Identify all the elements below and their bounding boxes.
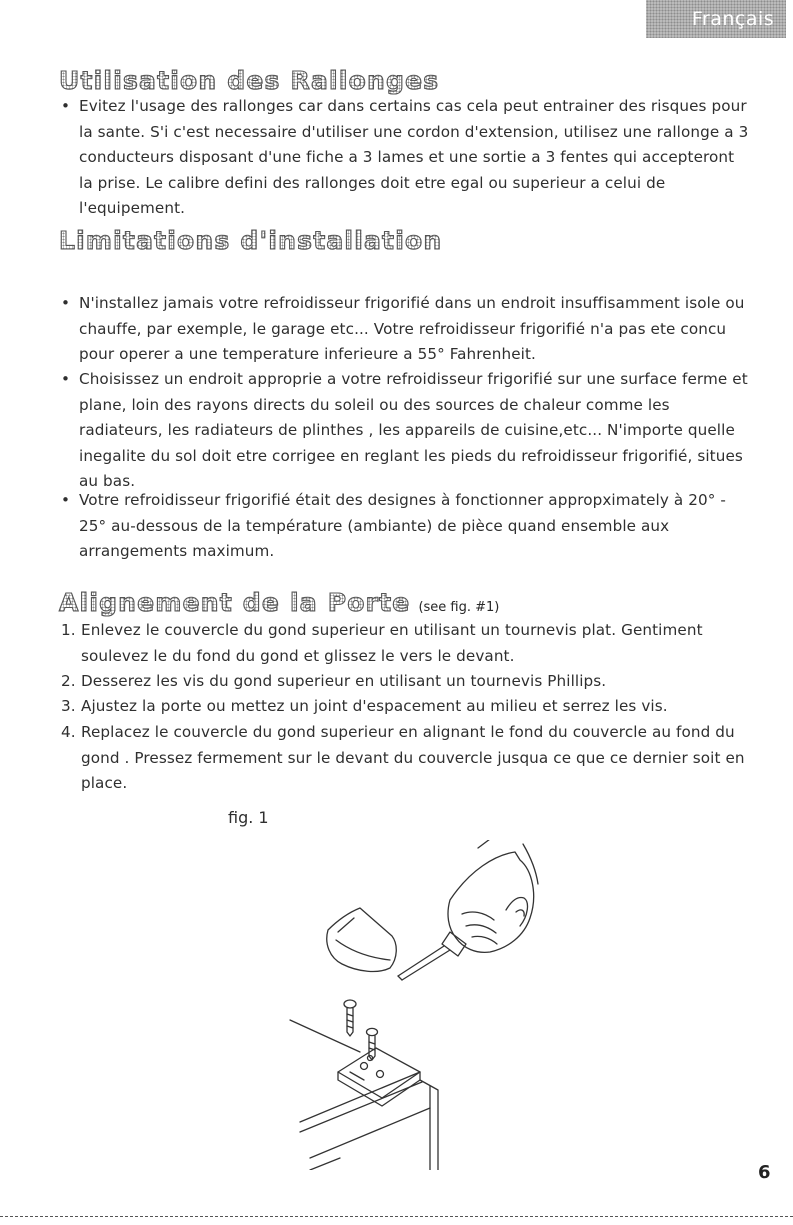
screw-icon <box>367 1028 378 1060</box>
bullet-icon: • <box>61 491 71 509</box>
screw-icon <box>344 1000 356 1036</box>
figure-caption: fig. 1 <box>228 808 269 827</box>
list-item: • N'installez jamais votre refroidisseur frigorifié dans un endroit insuffisamment isole ou chauffe, par exemple, le garage etc... Votre refroidisseur frigorifié n'a pas ete concu pour operer a une temperature inferieure a 55° Fahrenheit. <box>61 291 749 368</box>
page-number: 6 <box>758 1162 771 1183</box>
hinge-plate-icon <box>338 1048 420 1098</box>
section-title-door-alignment: Alignement de la Porte (see fig. #1) <box>59 588 500 617</box>
divider <box>0 1216 793 1217</box>
language-tab: Français <box>646 0 786 38</box>
bullet-icon: • <box>61 294 71 312</box>
hinge-adjustment-illustration <box>280 840 580 1170</box>
hinge-cover-icon <box>327 908 397 971</box>
list-item: 3. Ajustez la porte ou mettez un joint d'espacement au milieu et serrez les vis. <box>61 697 668 715</box>
figure-reference: (see fig. #1) <box>418 600 500 615</box>
section-title-extension-cords: Utilisation des Rallonges <box>59 66 440 95</box>
list-item: 1. Enlevez le couvercle du gond superieur en utilisant un tournevis plat. Gentiment soulevez le du fond du gond et glissez le vers le devant. <box>61 621 703 665</box>
list-item: 2. Desserez les vis du gond superieur en utilisant un tournevis Phillips. <box>61 672 607 690</box>
hand-icon <box>448 852 534 952</box>
list-item: • Votre refroidisseur frigorifié était des designes à fonctionner appropximately à 20° - 25° au-dessous de la température (ambiante) de pièce quand ensemble aux arrangements maximum. <box>61 488 749 565</box>
bullet-icon: • <box>61 97 71 115</box>
list-item: • Choisissez un endroit approprie a votre refroidisseur frigorifié sur une surface ferme et plane, loin des rayons directs du soleil ou des sources de chaleur comme les radiateurs, les radiateurs de plinthes , les appareils de cuisine,etc... N'importe quelle inegalite du sol doit etre corrigee en reglant les pieds du refroidisseur frigorifié, situes au bas. <box>61 367 749 495</box>
bullet-icon: • <box>61 370 71 388</box>
list-item: 4. Replacez le couvercle du gond superieur en alignant le fond du couvercle au fond du gond . Pressez fermement sur le devant du couvercle jusqua ce que ce dernier soit en place. <box>61 723 745 792</box>
section-title-installation-limits: Limitations d'installation <box>59 226 443 255</box>
list-item: • Evitez l'usage des rallonges car dans certains cas cela peut entrainer des risques pour la sante. S'i c'est necessaire d'utiliser une cordon d'extension, utilisez une rallonge a 3 conducteurs disposant d'une fiche a 3 lames et une sortie a 3 fentes qui accepteront la prise. Le calibre defini des rallonges doit etre egal ou superieur a celui de l'equipement. <box>61 94 749 222</box>
